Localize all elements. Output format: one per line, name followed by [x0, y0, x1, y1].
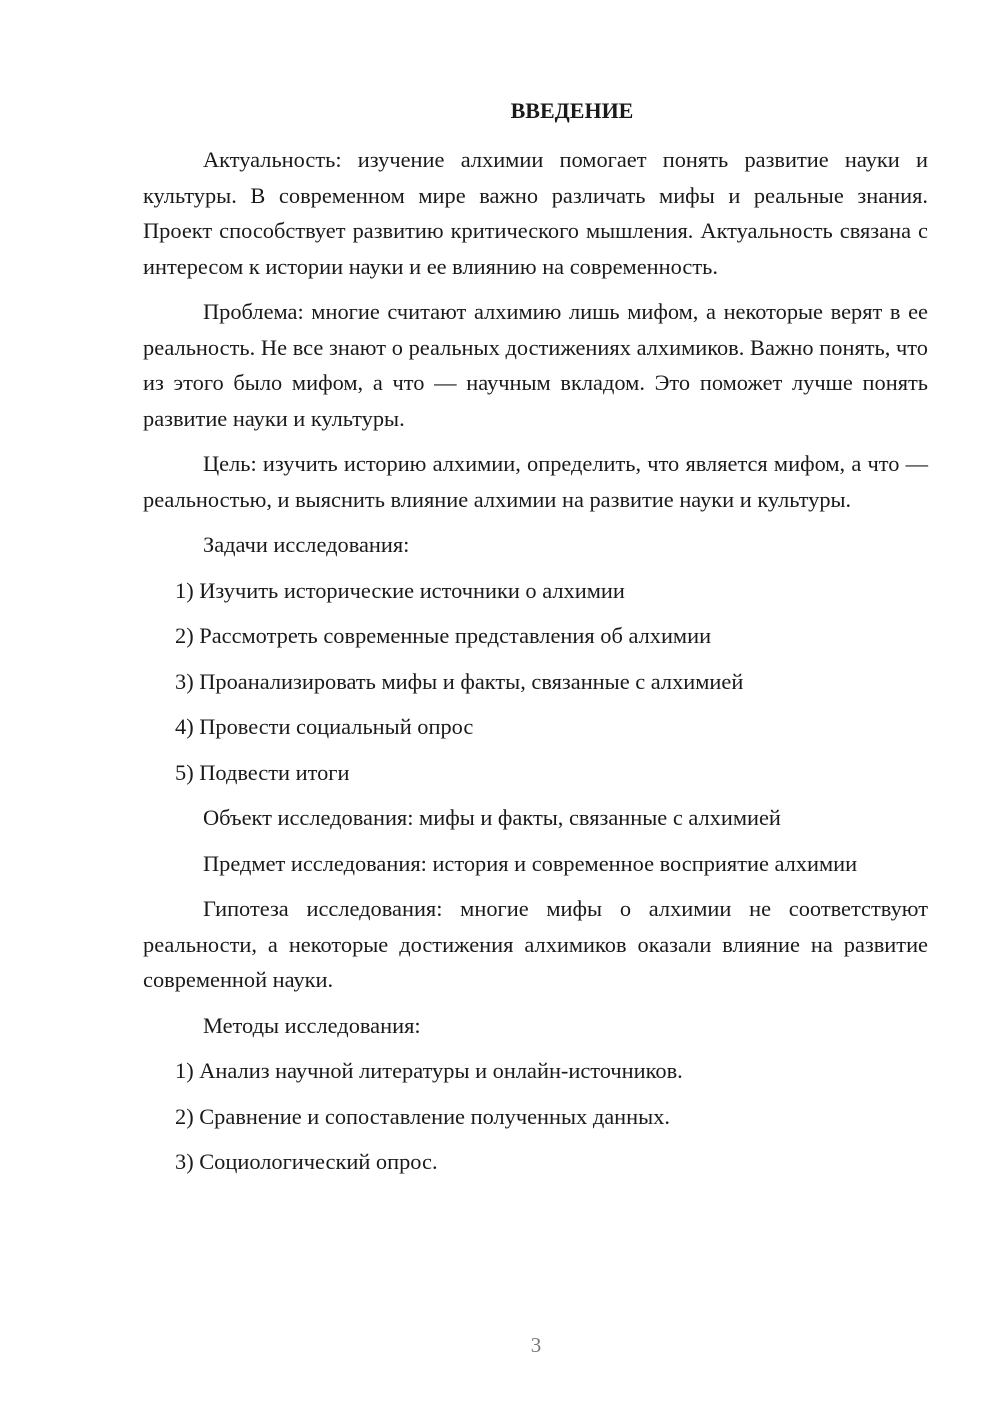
method-item: 2) Сравнение и сопоставление полученных данных. — [175, 1103, 670, 1129]
method-item: 1) Анализ научной литературы и онлайн-источников. — [175, 1058, 683, 1083]
task-item: 2) Рассмотреть современные представления об алхимии — [175, 623, 712, 648]
page-number: 3 — [530, 1333, 542, 1357]
hypothesis-paragraph: Гипотеза исследования: многие мифы о алхимии не соответствуют реальности, а некоторые достижения алхимиков оказали влияние на развитие современной науки. — [143, 896, 928, 992]
goal-paragraph: Цель: изучить историю алхимии, определить, что является мифом, а что — реальностью, и выяснить влияние алхимии на развитие науки и культуры. — [143, 451, 928, 512]
methods-heading: Методы исследования: — [203, 1012, 421, 1038]
page-title — [0, 96, 1000, 126]
task-item: 1) Изучить исторические источники о алхимии — [175, 577, 625, 603]
research-object: Объект исследования: мифы и факты, связанные с алхимией — [203, 805, 781, 830]
method-item: 3) Социологический опрос. — [175, 1149, 438, 1174]
tasks-heading: Задачи исследования: — [203, 532, 410, 557]
page-body — [143, 142, 928, 1190]
relevance-paragraph: Актуальность: изучение алхимии помогает понять развитие науки и культуры. В современном мире важно различать мифы и реальные знания. Проект способствует развитию критического мышления. Актуальность связана с интересом к истории науки и ее влиянию на современность. — [143, 147, 928, 279]
research-subject: Предмет исследования: история и современное восприятие алхимии — [203, 850, 858, 876]
task-item: 3) Проанализировать мифы и факты, связанные с алхимией — [175, 668, 744, 694]
task-item: 5) Подвести итоги — [175, 759, 350, 785]
task-item: 4) Провести социальный опрос — [175, 714, 474, 739]
page-title-text: ВВЕДЕНИЕ — [510, 98, 634, 123]
problem-paragraph: Проблема: многие считают алхимию лишь мифом, а некоторые верят в ее реальность. Не все знают о реальных достижениях алхимиков. Важно понять, что из этого было мифом, а что — научным вкладом. Это поможет лучше понять развитие науки и культуры. — [143, 299, 928, 431]
